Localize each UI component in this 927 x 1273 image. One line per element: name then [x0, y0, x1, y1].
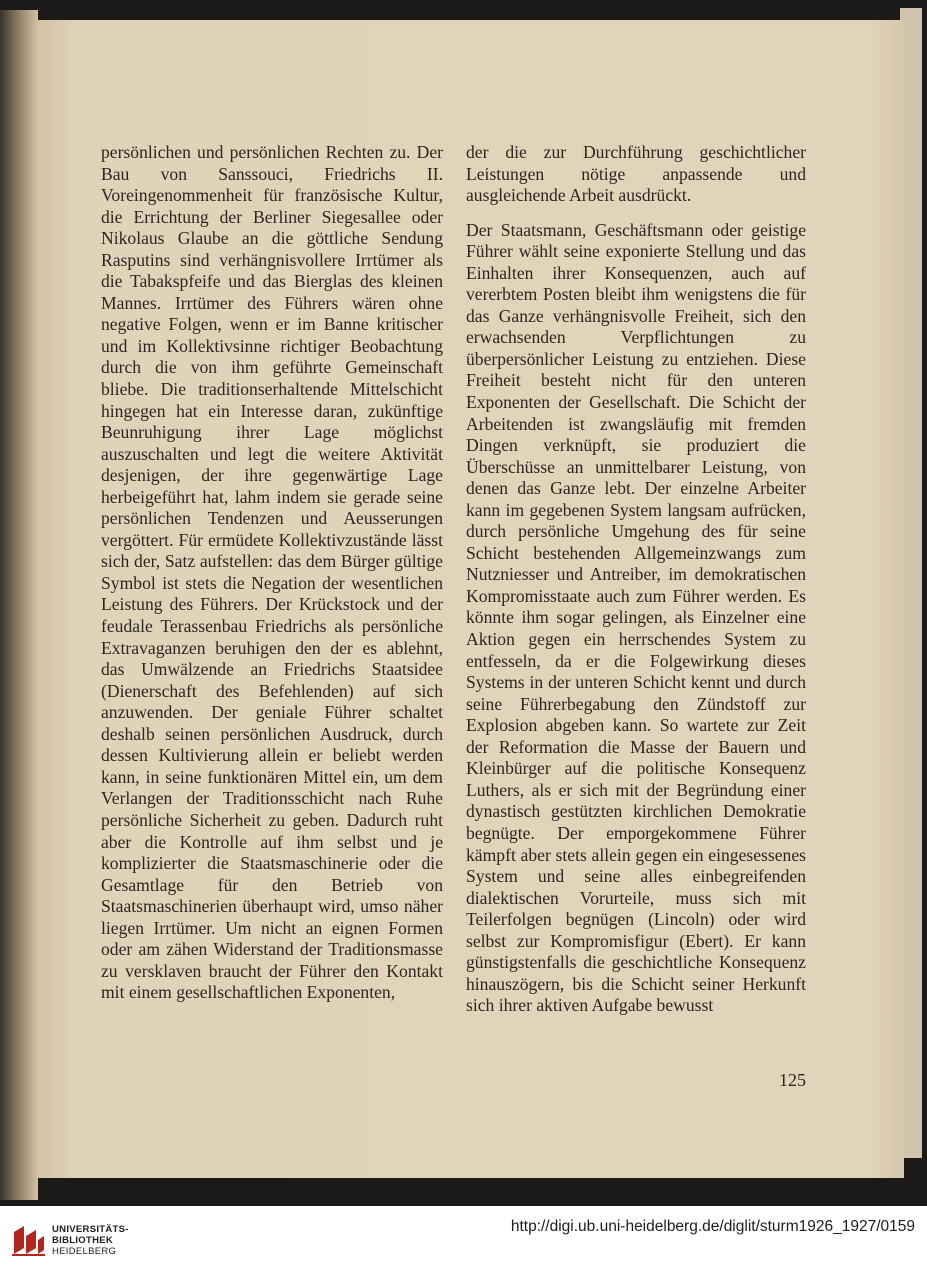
right-paragraph-2: Der Staatsmann, Geschäftsmann oder geistige Führer wählt seine exponierte Stellung und das Einhalten ihrer Konsequenzen, auch auf vererbtem Posten bleibt ihm wenigstens die für das Ganze verhängnisvolle Freiheit, sich den erwachsenden Verpflichtungen zu überpersönlicher Leistung zu entziehen. Diese Freiheit besteht nicht für den unteren Exponenten der Gesellschaft. Die Schicht der Arbeitenden ist zwangsläufig mit fremden Dingen verknüpft, sie produziert die Überschüsse an unmittelbarer Leistung, von denen das Ganze lebt. Der einzelne Arbeiter kann im gegebenen System langsam aufrücken, durch persönliche Umgehung des für seine Schicht bestehenden Allgemeinzwangs zum Nutzniesser und Antreiber, im demokratischen Kompromisstaate auch zum Führer werden. Es könnte ihm sogar gelingen, als Einzelner eine Aktion gegen ein herrschendes System zu entfesseln, da er die Folgewirkung dieses Systems in der unteren Schicht kennt und durch seine Führerbegabung den Zündstoff zur Explosion abgeben kann. So wartete zur Zeit der Reformation die Masse der Bauern und Kleinbürger auf die politische Konsequenz Luthers, als er sich mit der Begründung einer dynastisch gestützten kirchlichen Demokratie begnügte. Der emporgekommene Führer kämpft aber stets allein gegen ein eingesessenes System und seine alles einbegreifenden dialektischen Vorurteile, muss sich mit Teilerfolgen begnügen (Lincoln) oder wird selbst zur Kompromisfigur (Ebert). Er kann günstigstenfalls die geschichtliche Konsequenz hinauszögern, bis die Schicht seiner Herkunft sich ihrer aktiven Aufgabe bewusst [466, 219, 806, 1016]
source-url-link[interactable]: http://digi.ub.uni-heidelberg.de/diglit/sturm1926_1927/0159 [510, 1218, 915, 1235]
right-paragraph-1: der die zur Durchführung geschichtlicher Leistungen nötige anpassende und ausgleichende Arbeit ausdrückt. [466, 142, 806, 206]
library-logo-icon [10, 1222, 46, 1258]
logo-line-2: BIBLIOTHEK [52, 1235, 114, 1246]
right-column [466, 142, 806, 1017]
left-column [101, 142, 443, 1004]
library-logo-text [52, 1224, 129, 1257]
book-gutter [0, 10, 38, 1200]
page-number: 125 [779, 1070, 806, 1090]
paragraph-gap [466, 207, 806, 220]
logo-line-3: HEIDELBERG [52, 1246, 117, 1257]
left-paragraph: persönlichen und persönlichen Rechten zu. Der Bau von Sanssouci, Friedrichs II. Voreingenommenheit für französische Kultur, die Errichtung der Berliner Siegesallee oder Nikolaus Glaube an die göttliche Sendung Rasputins sind verhängnisvollere Irrtümer als die Tabakspfeife und das Bierglas des kleinen Mannes. Irrtümer des Führers wären ohne negative Folgen, wenn er im Banne kritischer und im Kollektivsinne richtiger Beobachtung durch die von ihm geführte Gemeinschaft bliebe. Die traditionserhaltende Mittelschicht hingegen hat ein Interesse daran, zukünftige Beunruhigung ihrer Lage möglichst auszuschalten und legt die weitere Aktivität desjenigen, der ihre gegenwärtige Lage herbeigeführt hat, lahm indem sie gerade seine persönlichen Tendenzen und Aeusserungen vergöttert. Für ermüdete Kollektivzustände lässt sich der, Satz aufstellen: das dem Bürger gültige Symbol ist stets die Negation der wesentlichen Leistung des Führers. Der Krückstock und der feudale Terassenbau Friedrichs als persönliche Extravaganzen beruhigen den der es ablehnt, das Umwälzende an Friedrichs Staatsidee (Dienerschaft des Befehlenden) auf sich anzuwenden. Der geniale Führer schaltet deshalb seinen persönlichen Ausdruck, durch dessen Kultivierung allein er beliebt werden kann, in seine funktionären Mittel ein, um dem Verlangen der Traditionsschicht nach Ruhe persönliche Sicherheit zu geben. Dadurch ruht aber die Kontrolle auf ihm selbst und je komplizierter die Staatsmaschinerie oder die Gesamtlage für den Betrieb von Staatsmaschinerien überhaupt wird, umso näher liegen Irrtümer. Um nicht an eignen Formen oder am zähen Widerstand der Traditionsmasse zu versklaven braucht der Führer den Kontakt mit einem gesellschaftlichen Exponenten, [101, 142, 443, 1003]
logo-line-1: UNIVERSITÄTS- [52, 1224, 129, 1235]
footer-bar [0, 1206, 927, 1273]
